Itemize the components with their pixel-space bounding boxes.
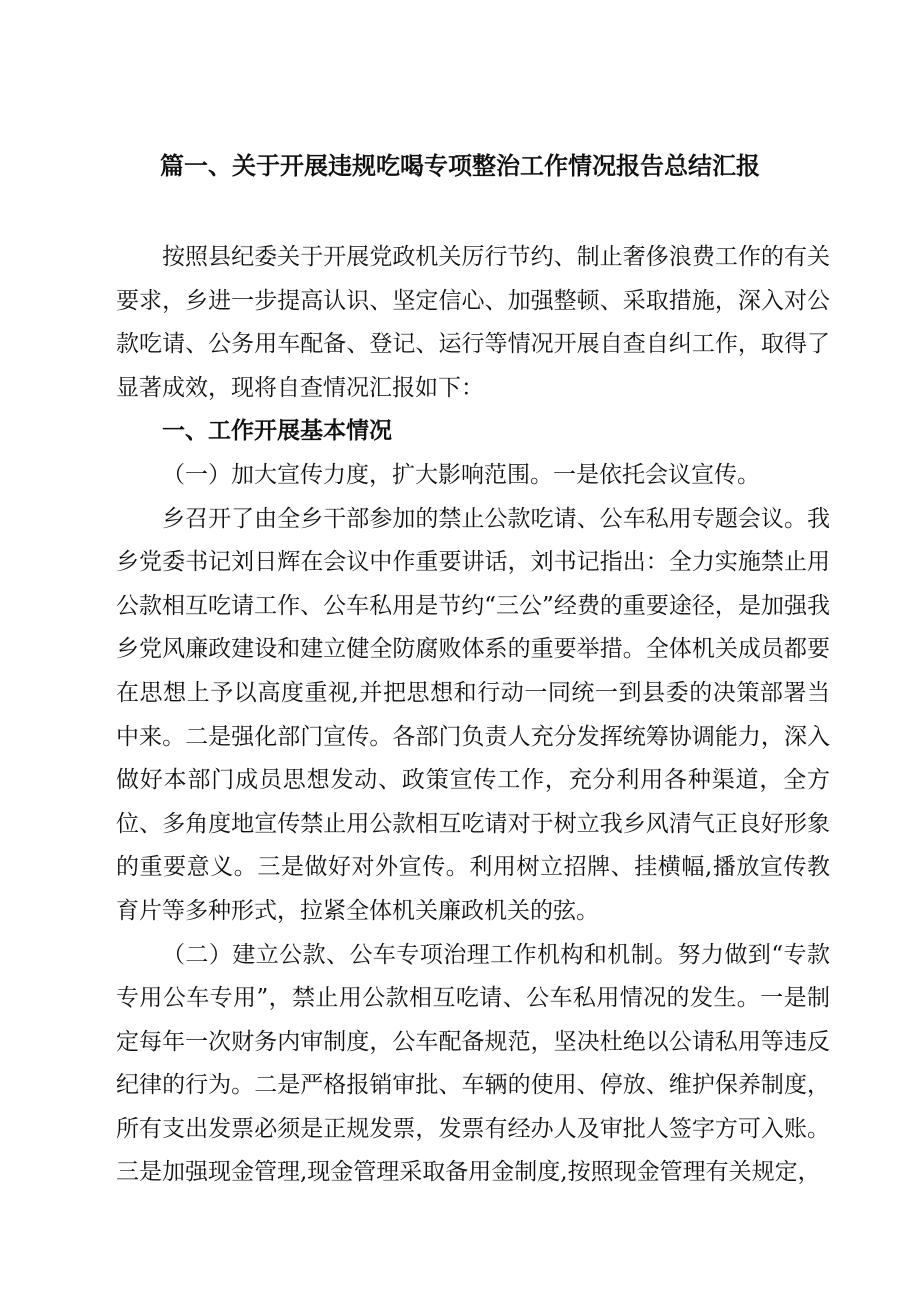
- section-heading: 一、工作开展基本情况: [162, 418, 392, 445]
- body-paragraph: 乡召开了由全乡干部参加的禁止公款吃请、公车私用专题会议。我乡党委书记刘日辉在会议中作重要讲话，刘书记指出：全力实施禁止用公款相互吃请工作、公车私用是节约“三公”经费的重要途径，是加强我乡党风廉政建设和建立健全防腐败体系的重要举措。全体机关成员都要在思想上予以高度重视,并把思想和行动一同统一到县委的决策部署当中来。二是强化部门宣传。各部门负责人充分发挥统筹协调能力，深入做好本部门成员思想发动、政策宣传工作，充分利用各种渠道，全方位、多角度地宣传禁止用公款相互吃请对于树立我乡风清气正良好形象的重要意义。三是做好对外宣传。利用树立招牌、挂横幅,播放宣传教育片等多种形式，拉紧全体机关廉政机关的弦。: [116, 505, 830, 924]
- subsection-paragraph: （一）加大宣传力度，扩大影响范围。一是依托会议宣传。: [162, 461, 760, 488]
- body-paragraph: （二）建立公款、公车专项治理工作机构和机制。努力做到“专款专用公车专用”，禁止用公款相互吃请、公车私用情况的发生。一是制定每年一次财务内审制度，公车配备规范，坚决杜绝以公请私用等违反纪律的行为。二是严格报销审批、车辆的使用、停放、维护保养制度，所有支出发票必须是正规发票，发票有经办人及审批人签字方可入账。三是加强现金管理,现金管理采取备用金制度,按照现金管理有关规定，: [116, 941, 830, 1186]
- document-title: 篇一、关于开展违规吃喝专项整治工作情况报告总结汇报: [160, 152, 760, 180]
- document-body: [116, 236, 830, 1195]
- intro-paragraph: 按照县纪委关于开展党政机关厉行节约、制止奢侈浪费工作的有关要求，乡进一步提高认识、坚定信心、加强整顿、采取措施，深入对公款吃请、公务用车配备、登记、运行等情况开展自查自纠工作，取得了显著成效，现将自查情况汇报如下：: [116, 244, 830, 401]
